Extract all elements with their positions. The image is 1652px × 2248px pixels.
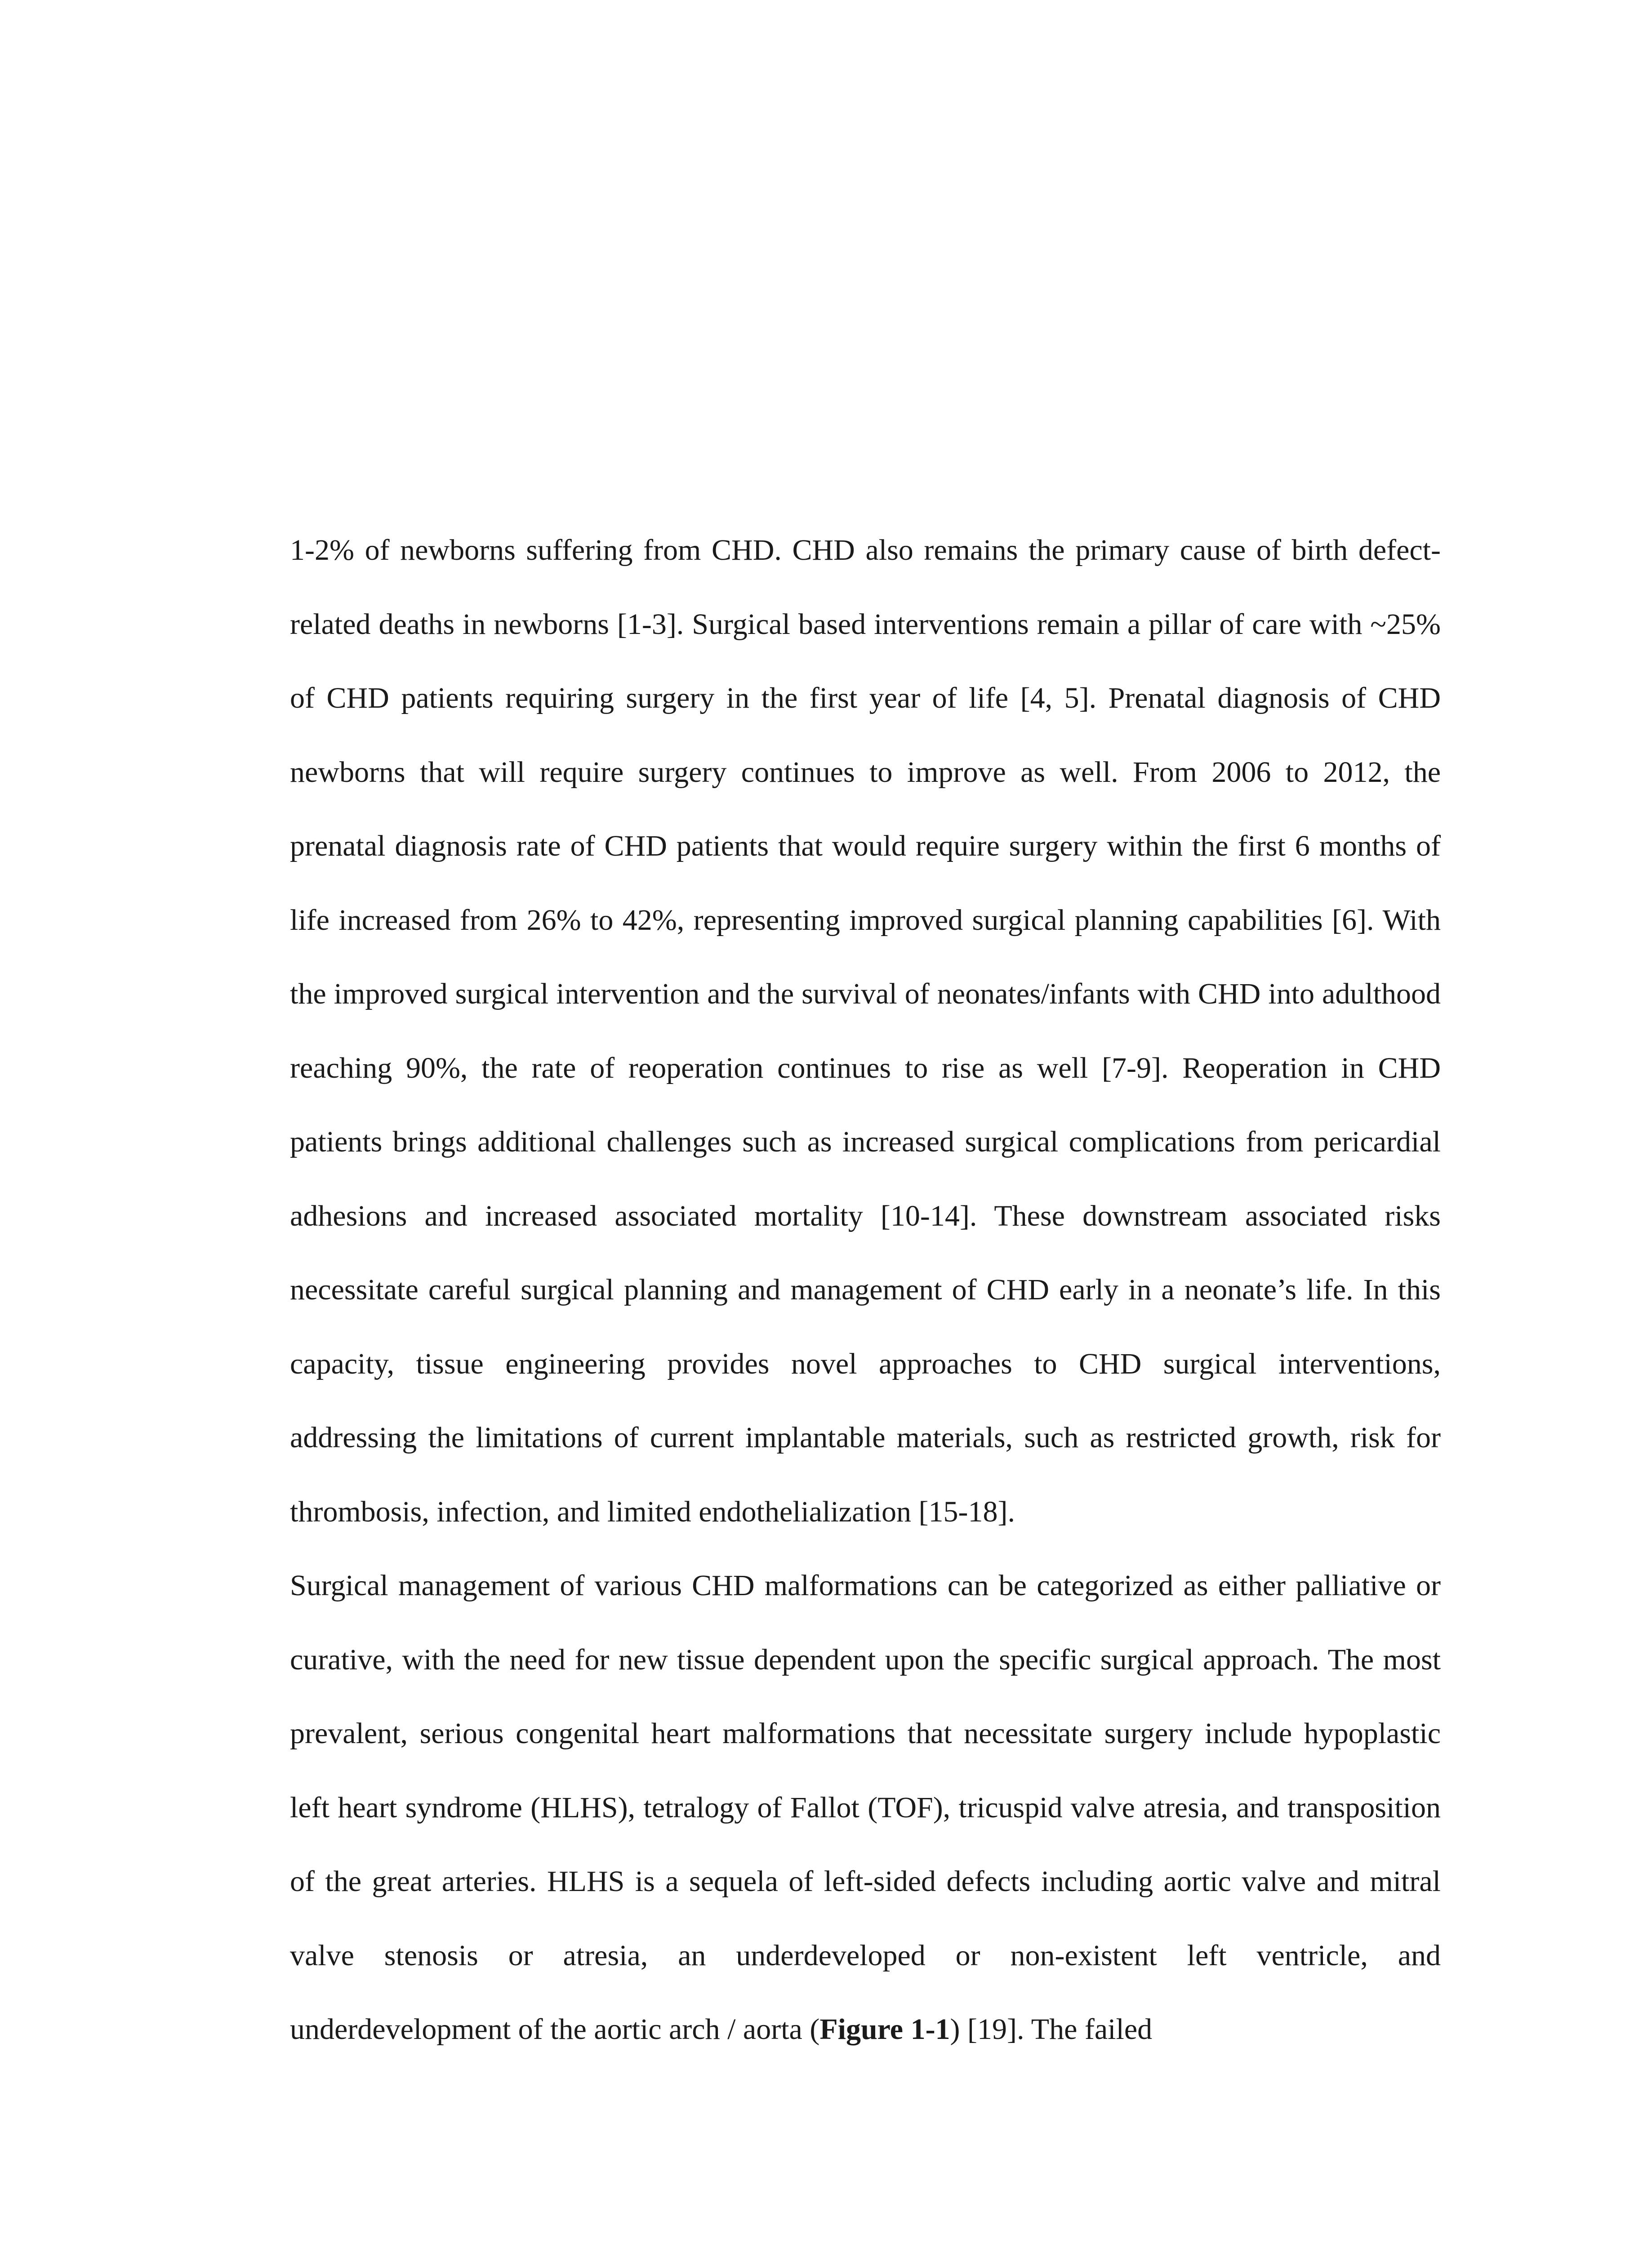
paragraph-1: 1-2% of newborns suffering from CHD. CHD also remains the primary cause of birth defect-related deaths in newborns [1-3]. Surgical based interventions remain a pillar of care with ~25% of CHD patients requiring surgery in the first year of life [4, 5]. Prenatal diagnosis of CHD newborns that will require surgery continues to improve as well. From 2006 to 2012, the prenatal diagnosis rate of CHD patients that would require surgery within the first 6 months of life increased from 26% to 42%, representing improved surgical planning capabilities [6]. With the improved surgical intervention and the survival of neonates/infants with CHD into adulthood reaching 90%, the rate of reoperation continues to rise as well [7-9]. Reoperation in CHD patients brings additional challenges such as increased surgical complications from pericardial adhesions and increased associated mortality [10-14]. These downstream associated risks necessitate careful surgical planning and management of CHD early in a neonate’s life. In this capacity, tissue engineering provides novel approaches to CHD surgical interventions, addressing the limitations of current implantable materials, such as restricted growth, risk for thrombosis, infection, and limited endothelialization [15-18]. [290,534,1441,1528]
paragraph-2-text-end: ) [19]. The failed [950,2013,1153,2046]
figure-reference: Figure 1-1 [819,2013,950,2046]
paragraph-2-text: Surgical management of various CHD malformations can be categorized as either palliative or curative, with the need for new tissue dependent upon the specific surgical approach. The most prevalent, serious congenital heart malformations that necessitate surgery include hypoplastic left heart syndrome (HLHS), tetralogy of Fallot (TOF), tricuspid valve atresia, and transposition of the great arteries. HLHS is a sequela of left-sided defects including aortic valve and mitral valve stenosis or atresia, an underdeveloped or non-existent left ventricle, and underdevelopment of the aortic arch / aorta ( [290,1569,1441,2046]
body-text [290,513,1441,2067]
paragraph-2 [290,1549,1441,2067]
